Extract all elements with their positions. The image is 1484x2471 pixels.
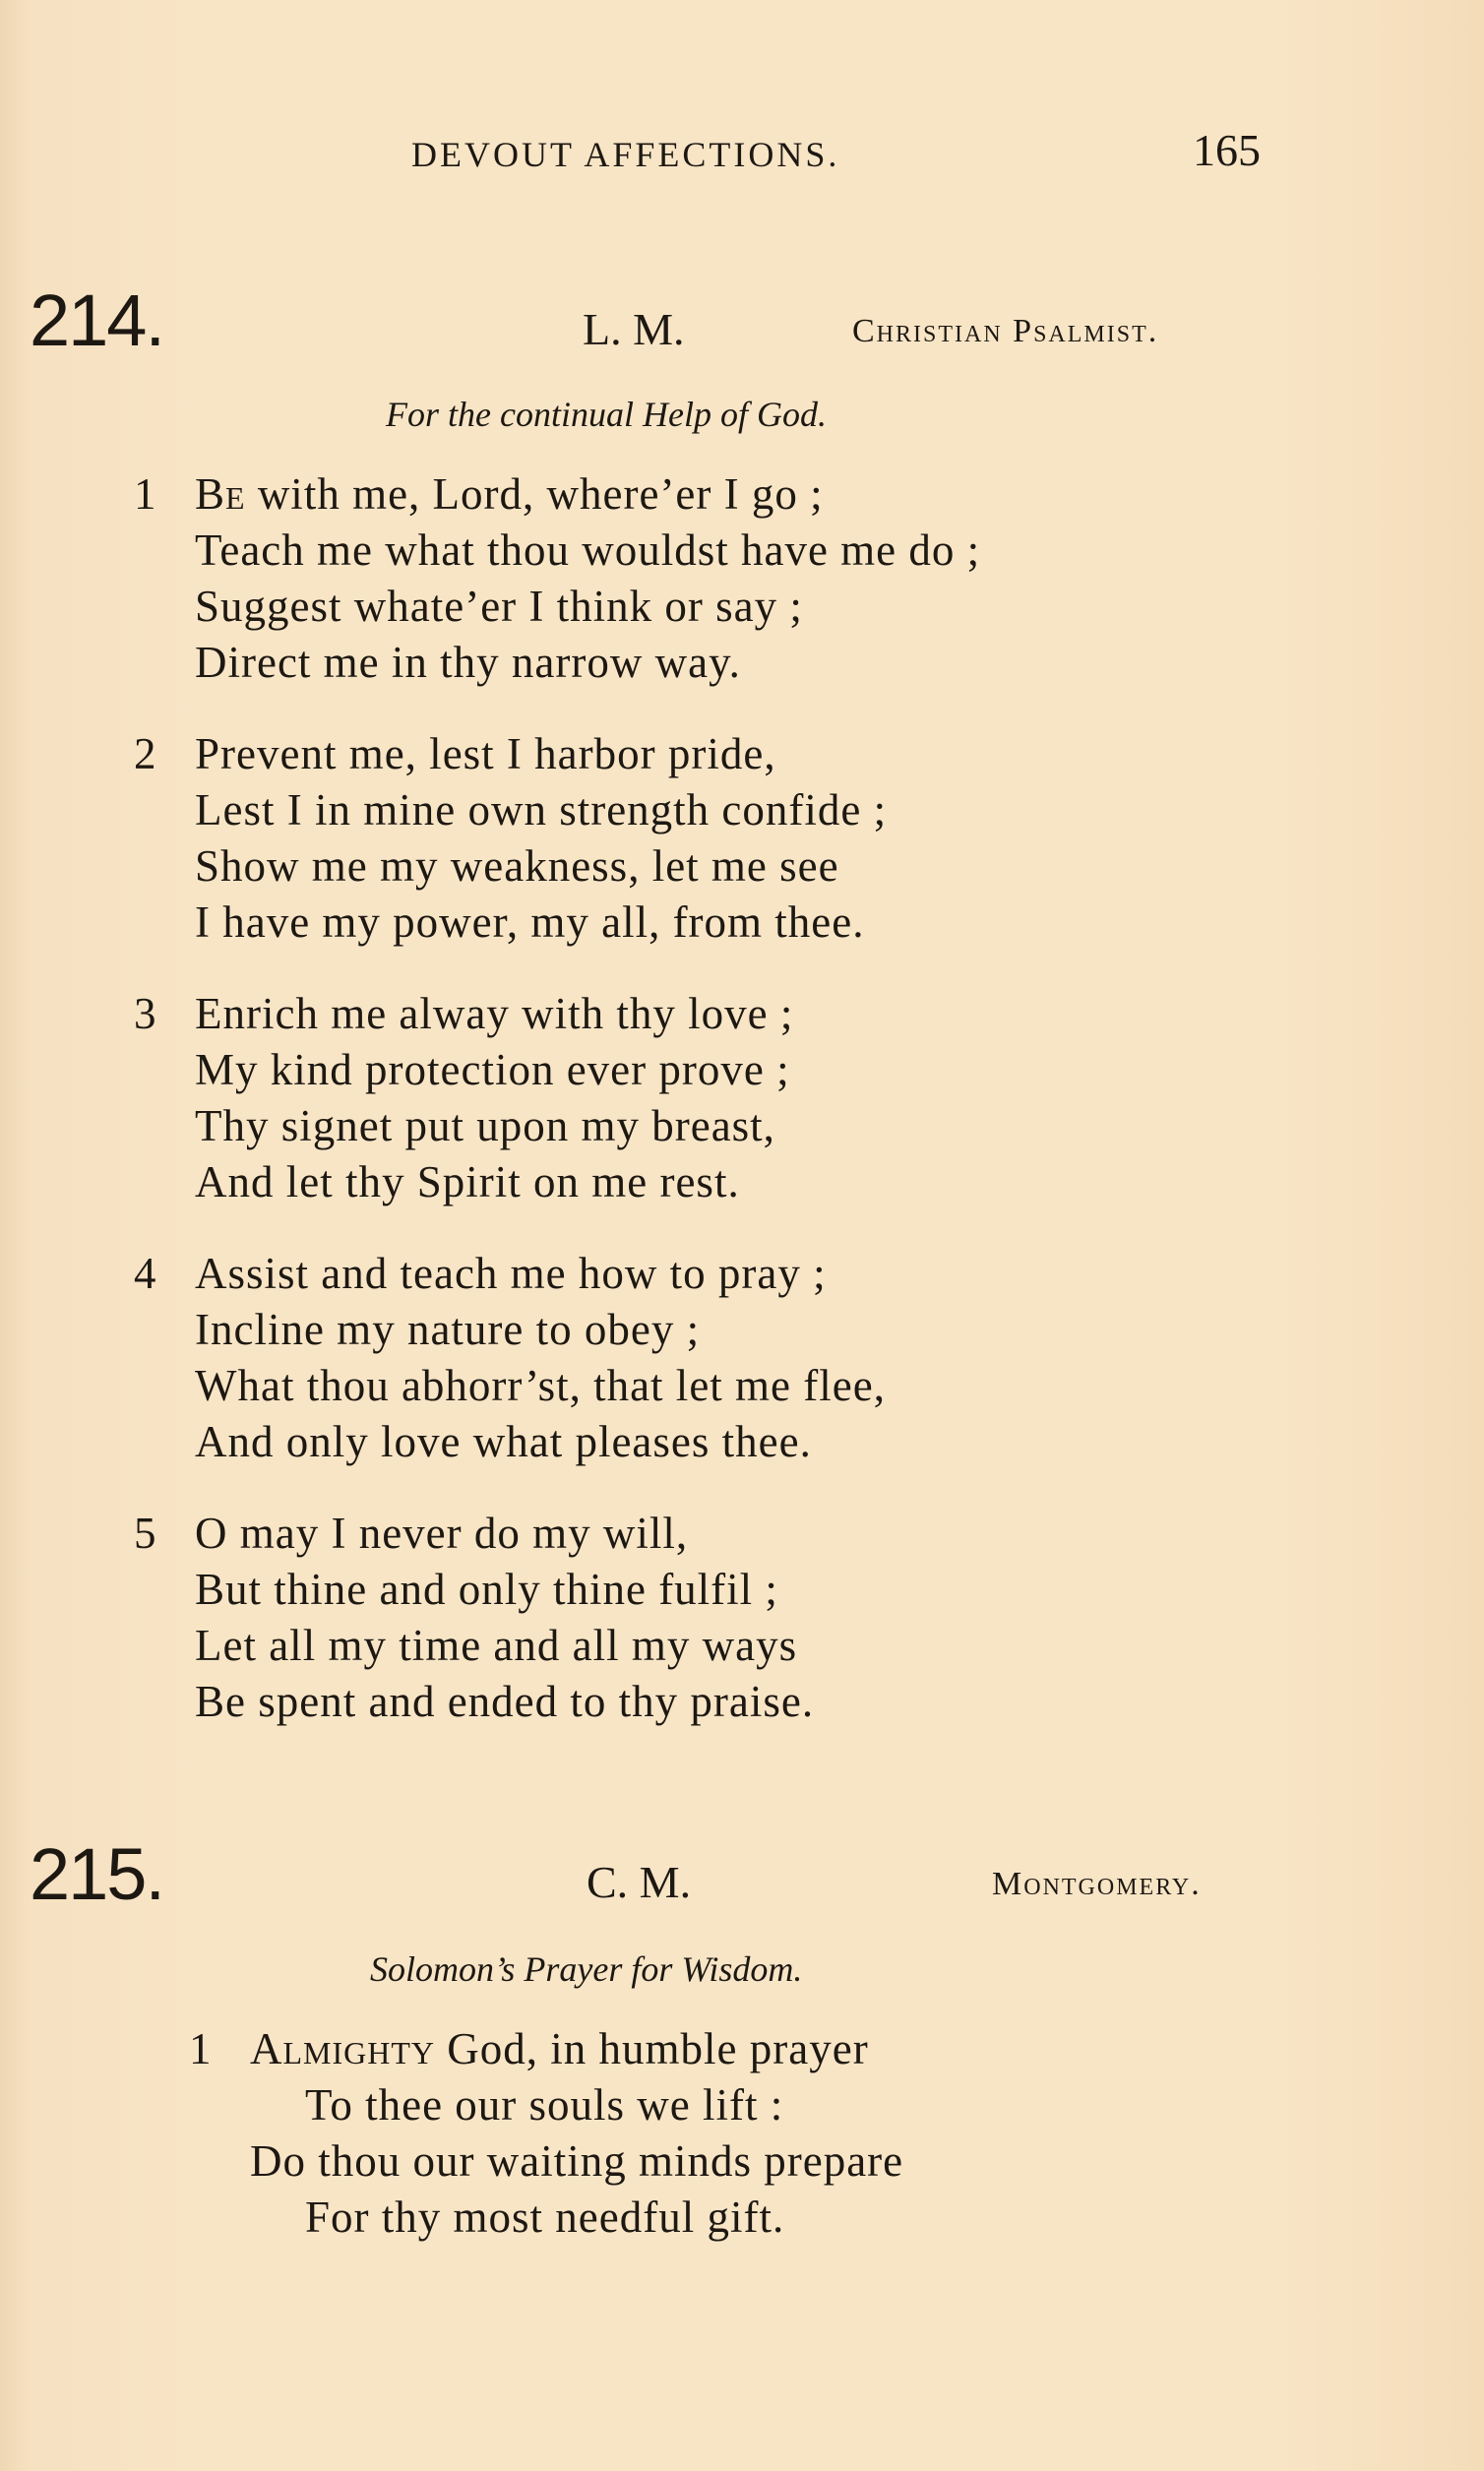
page-number: 165 <box>1193 125 1261 175</box>
stanza-number: 1 <box>189 2024 213 2073</box>
stanza <box>134 726 1295 962</box>
stanza-number: 1 <box>134 469 157 519</box>
stanza-line: Let all my time and all my ways <box>195 1621 798 1670</box>
stanza-line: My kind protection ever prove ; <box>195 1045 790 1094</box>
stanza-number: 2 <box>134 729 157 778</box>
stanza-line: Thy signet put upon my breast, <box>195 1101 775 1150</box>
stanza-line: Do thou our waiting minds prepare <box>250 2136 904 2186</box>
stanza-line: O may I never do my will, <box>195 1509 689 1558</box>
stanza-line: What thou abhorr’st, that let me flee, <box>195 1361 886 1410</box>
stanza-line: Be spent and ended to thy praise. <box>195 1677 815 1726</box>
stanza-line: But thine and only thine fulfil ; <box>195 1565 778 1614</box>
stanza-first-word: Be <box>195 469 246 519</box>
stanza-line: Prevent me, lest I harbor pride, <box>195 729 776 778</box>
stanza-number: 3 <box>134 989 157 1038</box>
stanza-line <box>195 466 980 523</box>
stanza-first-word: Almighty <box>250 2024 436 2073</box>
hymn-author: Christian Psalmist. <box>852 313 1159 349</box>
stanza-line: Incline my nature to obey ; <box>195 1305 701 1354</box>
stanza-line: Lest I in mine own strength confide ; <box>195 785 888 834</box>
stanza-line: And only love what pleases thee. <box>195 1417 812 1466</box>
hymn-number: 214. <box>30 279 164 361</box>
stanza-line: Suggest whate’er I think or say ; <box>195 582 803 631</box>
stanza-line: Enrich me alway with thy love ; <box>195 989 794 1038</box>
stanza <box>134 986 1295 1222</box>
hymn-meter: L. M. <box>583 304 685 354</box>
stanza-line: And let thy Spirit on me rest. <box>195 1157 740 1206</box>
stanza-line-text: with me, Lord, where’er I go ; <box>257 469 824 519</box>
stanza-number: 4 <box>134 1249 157 1298</box>
hymn-author: Montgomery. <box>992 1866 1202 1902</box>
hymn-meter: C. M. <box>587 1857 692 1907</box>
stanza-line: Teach me what thou wouldst have me do ; <box>195 525 981 575</box>
stanza-line <box>250 2021 903 2077</box>
stanza <box>134 466 1295 703</box>
running-title: DEVOUT AFFECTIONS. <box>411 135 840 174</box>
stanza-line: Direct me in thy narrow way. <box>195 638 741 687</box>
stanza-line-text: God, in humble prayer <box>447 2024 869 2073</box>
stanza-line: I have my power, my all, from thee. <box>195 897 865 947</box>
stanza-line: For thy most needful gift. <box>305 2193 785 2242</box>
stanza <box>134 1506 1295 1742</box>
stanza-line: Assist and teach me how to pray ; <box>195 1249 827 1298</box>
hymn-subtitle: Solomon’s Prayer for Wisdom. <box>370 1949 803 1989</box>
stanza-line: To thee our souls we lift : <box>305 2080 784 2130</box>
stanza-line: Show me my weakness, let me see <box>195 841 839 891</box>
hymn-subtitle: For the continual Help of God. <box>386 395 827 434</box>
stanza-number: 5 <box>134 1509 157 1558</box>
stanza <box>189 2021 1291 2257</box>
hymn-number: 215. <box>30 1833 164 1915</box>
stanza <box>134 1246 1295 1482</box>
